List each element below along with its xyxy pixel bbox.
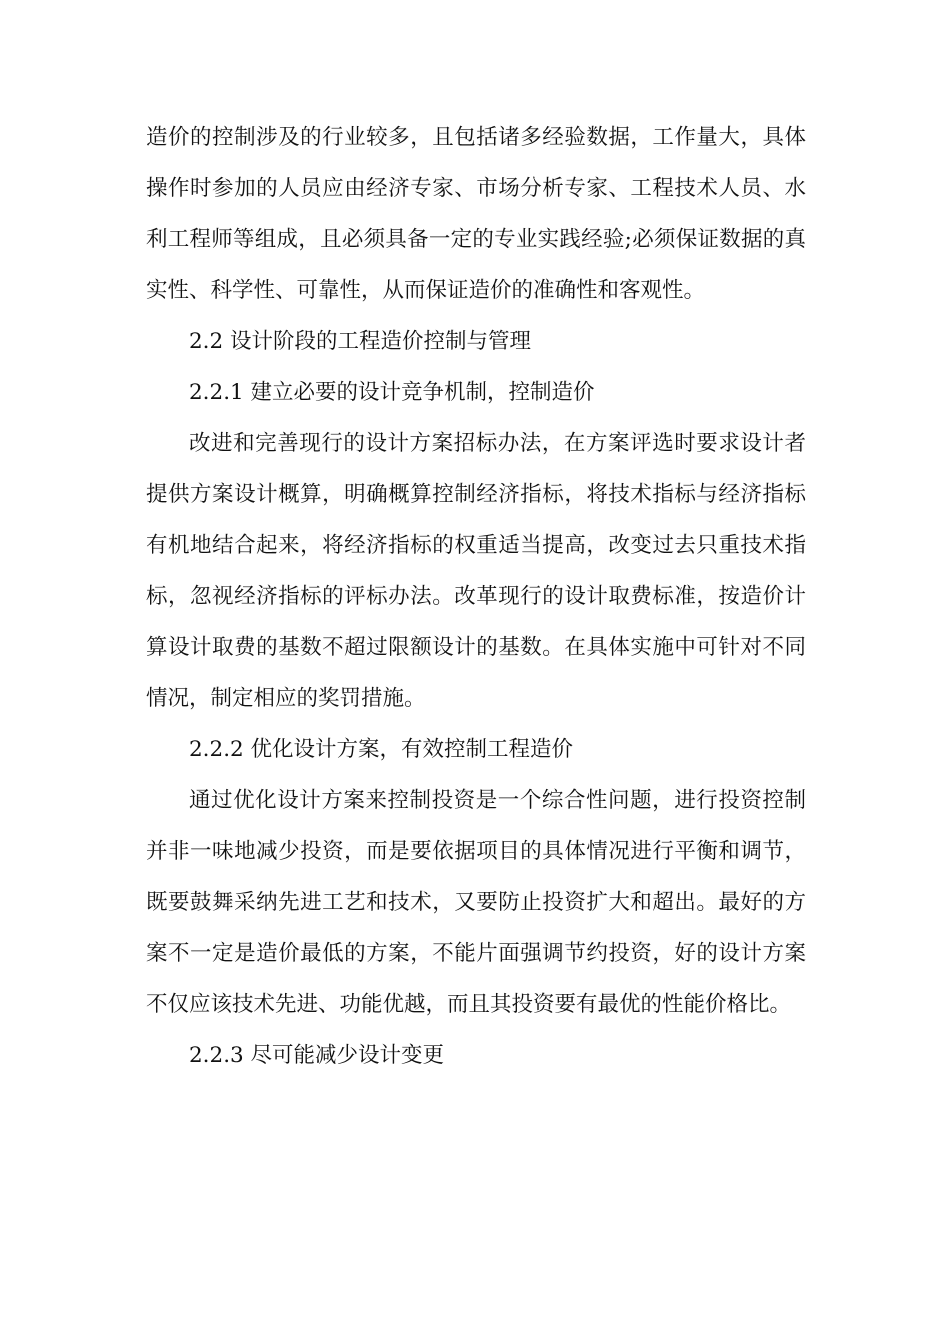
- section-heading: 2.2 设计阶段的工程造价控制与管理: [189, 329, 532, 354]
- subsection-heading: 2.2.3 尽可能减少设计变更: [189, 1043, 445, 1068]
- subsection-heading: 2.2.1 建立必要的设计竞争机制，控制造价: [189, 380, 595, 405]
- body-paragraph: 造价的控制涉及的行业较多，且包括诸多经验数据，工作量大，具体操作时参加的人员应由经济专家、市场分析专家、工程技术人员、水利工程师等组成，且必须具备一定的专业实践经验;必须保证数据的真实性、科学性、可靠性，从而保证造价的准确性和客观性。: [146, 125, 806, 303]
- subsection-heading: 2.2.2 优化设计方案，有效控制工程造价: [189, 737, 574, 762]
- document-body: [146, 112, 806, 1081]
- body-paragraph: 通过优化设计方案来控制投资是一个综合性问题，进行投资控制并非一味地减少投资，而是要依据项目的具体情况进行平衡和调节，既要鼓舞采纳先进工艺和技术，又要防止投资扩大和超出。最好的方案不一定是造价最低的方案，不能片面强调节约投资，好的设计方案不仅应该技术先进、功能优越，而且其投资要有最优的性能价格比。: [146, 788, 806, 1017]
- body-paragraph: 改进和完善现行的设计方案招标办法，在方案评选时要求设计者提供方案设计概算，明确概算控制经济指标，将技术指标与经济指标有机地结合起来，将经济指标的权重适当提高，改变过去只重技术指标，忽视经济指标的评标办法。改革现行的设计取费标准，按造价计算设计取费的基数不超过限额设计的基数。在具体实施中可针对不同情况，制定相应的奖罚措施。: [146, 431, 806, 711]
